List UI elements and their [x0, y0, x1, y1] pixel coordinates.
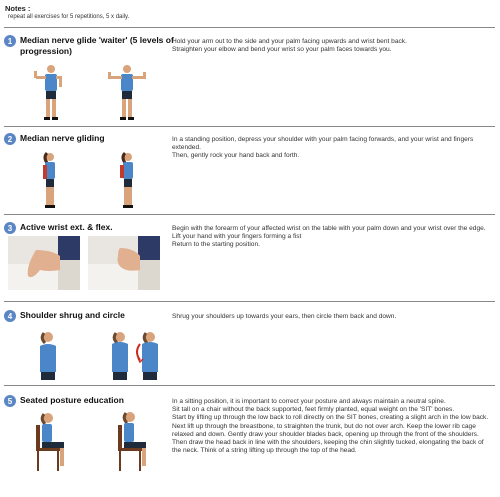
exercise-title: Seated posture education [20, 395, 124, 405]
description-line: Return to the starting position. [172, 241, 260, 249]
exercise-description [172, 38, 494, 54]
exercise-title: Active wrist ext. & flex. [20, 222, 113, 232]
divider [4, 126, 495, 127]
description-line: Lift your hand with your fingers forming a fist [172, 233, 302, 241]
exercise-header [4, 35, 174, 57]
exercise-illustration-start [28, 330, 68, 380]
exercise-5 [4, 395, 495, 495]
exercise-title: Median nerve glide 'waiter' (5 levels of progression) [20, 35, 174, 56]
exercise-description [172, 313, 494, 321]
description-line: Hold your arm out to the side and your palm facing upwards and wrist bent back. [172, 38, 407, 45]
divider [4, 385, 495, 386]
description-line: Shrug your shoulders up towards your ears, then circle them back and down. [172, 313, 397, 320]
exercise-header [4, 133, 174, 145]
description-line: Start by lifting up through the low back to roll directly on the SIT bones, creating a slight arch in the low back. [172, 414, 489, 422]
description-line: In a standing position, depress your shoulder with your palm facing forwards, and your wrist and fingers extended. [172, 136, 474, 152]
exercise-number-badge: 5 [4, 395, 16, 407]
description-line: Next lift up through the breastbone, to straighten the trunk, but do not over arch. Keep the lower rib cage relaxed and down. Gently draw your shoulder blades back, opening up through the front of the shoulders. [172, 422, 479, 438]
exercise-illustration-start [30, 151, 70, 211]
exercise-illustration-end [108, 151, 148, 211]
exercise-illustration-end [88, 236, 160, 290]
divider [4, 27, 495, 28]
exercise-illustration-end [108, 411, 158, 475]
exercise-number-badge: 3 [4, 222, 16, 234]
exercise-illustration-start [8, 236, 80, 290]
description-line: In a sitting position, it is important to correct your posture and always maintain a neutral spine. [172, 398, 446, 405]
exercise-number-badge: 2 [4, 133, 16, 145]
exercise-description [172, 225, 494, 250]
exercise-illustration-end [130, 330, 170, 380]
exercise-header [4, 222, 174, 234]
exercise-4 [4, 310, 495, 385]
description-line: Begin with the forearm of your affected wrist on the table with your palm down and your wrist over the edge. [172, 225, 486, 232]
notes-title: Notes : [5, 4, 31, 13]
exercise-description [172, 136, 494, 161]
exercise-title: Shoulder shrug and circle [20, 310, 125, 320]
exercise-number-badge: 4 [4, 310, 16, 322]
exercise-1 [4, 35, 495, 125]
description-line: Straighten your elbow and bend your wrist so your palm faces towards you. [172, 46, 392, 54]
divider [4, 301, 495, 302]
exercise-header [4, 310, 174, 322]
description-line: Then, gently rock your hand back and forth. [172, 152, 300, 160]
exercise-number-badge: 1 [4, 35, 16, 47]
divider [4, 214, 495, 215]
exercise-illustration-start [26, 63, 76, 123]
exercise-2 [4, 133, 495, 213]
exercise-illustration-end [102, 63, 152, 123]
notes-text: repeat all exercises for 5 repetitions, 5 x daily. [8, 14, 130, 20]
exercise-3 [4, 222, 495, 302]
exercise-illustration-start [26, 411, 76, 475]
description-line: Sit tall on a chair without the back supported, feet firmly planted, equal weight on the 'SIT' bones. [172, 406, 455, 414]
notes-section [5, 4, 495, 20]
exercise-title: Median nerve gliding [20, 133, 105, 143]
description-line: Then draw the head back in line with the shoulders, keeping the chin slightly tucked, elongating the back of the neck. Think of a string lifting up through the top of the head. [172, 439, 484, 455]
exercise-description [172, 398, 494, 455]
exercise-header [4, 395, 174, 407]
